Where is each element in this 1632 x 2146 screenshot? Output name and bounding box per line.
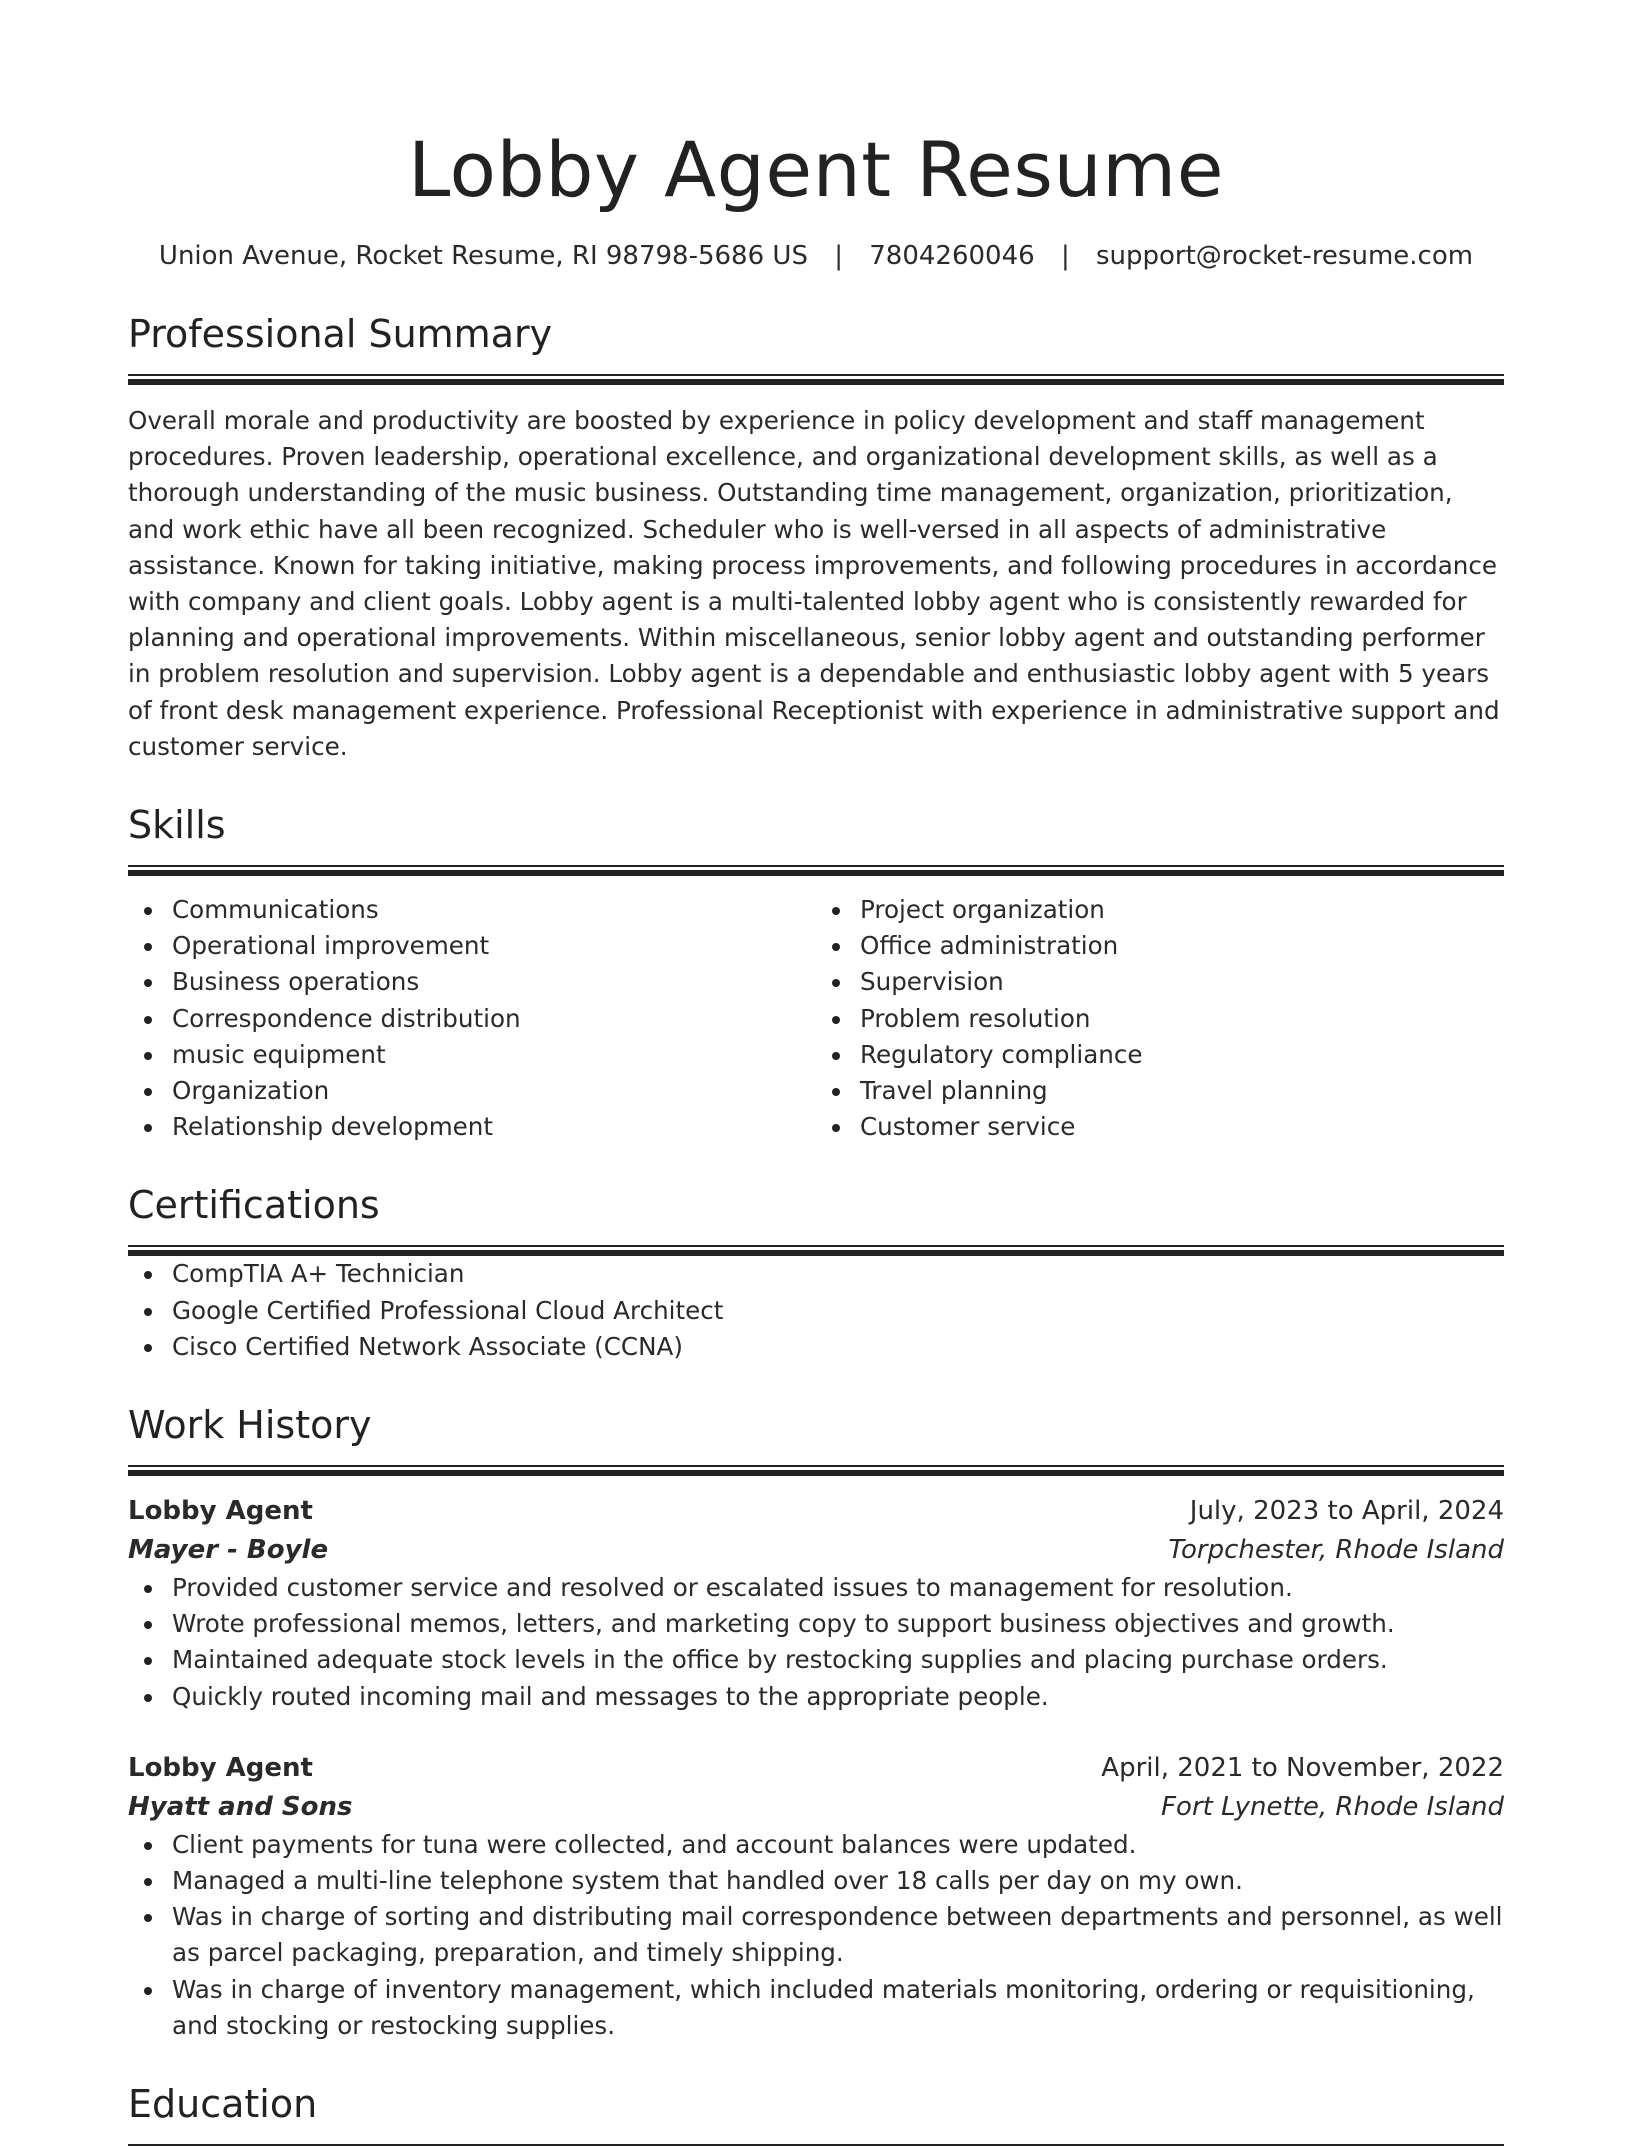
job-entry [128, 1749, 1504, 2044]
contact-separator: | [834, 241, 843, 271]
skill-item: Problem resolution [816, 1001, 1504, 1037]
skill-item: music equipment [128, 1037, 816, 1073]
skill-item: Operational improvement [128, 928, 816, 964]
job-location: Fort Lynette, Rhode Island [1161, 1791, 1504, 1822]
work-history-heading: Work History [128, 1403, 372, 1448]
job-title-row [128, 1492, 1504, 1531]
job-duty-item: Was in charge of inventory management, which included materials monitoring, ordering or requisitioning, and stocking or restocking supplies. [128, 1972, 1504, 2044]
job-dates: July, 2023 to April, 2024 [1189, 1496, 1504, 1527]
job-duty-item: Quickly routed incoming mail and messages to the appropriate people. [128, 1679, 1504, 1715]
skill-item: Project organization [816, 892, 1504, 928]
job-location: Torpchester, Rhode Island [1168, 1535, 1504, 1566]
resume-title: Lobby Agent Resume [408, 125, 1224, 214]
job-duty-item: Managed a multi-line telephone system that handled over 18 calls per day on my own. [128, 1863, 1504, 1899]
job-dates: April, 2021 to November, 2022 [1101, 1752, 1504, 1783]
job-duties-list [128, 1827, 1504, 2044]
skill-item: Business operations [128, 964, 816, 1000]
resume-page [128, 0, 1504, 2146]
job-title: Lobby Agent [128, 1752, 313, 1783]
certifications-list [128, 1256, 1504, 1365]
skill-item: Communications [128, 892, 816, 928]
skill-item: Regulatory compliance [816, 1037, 1504, 1073]
skill-item: Customer service [816, 1109, 1504, 1145]
section-divider [128, 1465, 1504, 1476]
certifications-heading: Certifications [128, 1183, 380, 1228]
skill-item: Relationship development [128, 1109, 816, 1145]
contact-separator: | [1060, 241, 1070, 271]
certification-item: Cisco Certified Network Associate (CCNA) [128, 1329, 1504, 1365]
job-duty-item: Was in charge of sorting and distributing mail correspondence between departments and personnel, as well as parcel packaging, preparation, and timely shipping. [128, 1899, 1504, 1971]
skills-grid [128, 892, 1504, 1145]
job-duty-item: Client payments for tuna were collected, and account balances were updated. [128, 1827, 1504, 1863]
contact-email: support@rocket-resume.com [1095, 241, 1474, 271]
job-company: Hyatt and Sons [128, 1791, 353, 1822]
skill-item: Office administration [816, 928, 1504, 964]
job-title: Lobby Agent [128, 1496, 313, 1527]
skill-item: Travel planning [816, 1073, 1504, 1109]
skills-column-right [816, 892, 1504, 1145]
section-divider [128, 374, 1504, 385]
job-company-row [128, 1531, 1504, 1570]
job-company: Mayer - Boyle [128, 1535, 329, 1566]
skills-heading: Skills [128, 803, 226, 848]
contact-address: Union Avenue, Rocket Resume, RI 98798-5686 US [158, 241, 808, 271]
contact-phone: 7804260046 [869, 241, 1035, 271]
certification-item: Google Certified Professional Cloud Architect [128, 1293, 1504, 1329]
work-history-section-header [128, 1399, 1504, 1476]
education-section-header [128, 2078, 1504, 2146]
education-heading: Education [128, 2082, 318, 2127]
job-duty-item: Wrote professional memos, letters, and marketing copy to support business objectives and growth. [128, 1606, 1504, 1642]
job-title-row [128, 1749, 1504, 1788]
skills-section-header [128, 799, 1504, 876]
skill-item: Correspondence distribution [128, 1001, 816, 1037]
summary-text: Overall morale and productivity are boosted by experience in policy development and staff management procedures. Proven leadership, operational excellence, and organizational development skills, as well as a thorough understanding of the music business. Outstanding time management, organization, prioritization, and work ethic have all been recognized. Scheduler who is well-versed in all aspects of administrative assistance. Known for taking initiative, making process improvements, and following procedures in accordance with company and client goals. Lobby agent is a multi-talented lobby agent who is consistently rewarded for planning and operational improvements. Within miscellaneous, senior lobby agent and outstanding performer in problem resolution and supervision. Lobby agent is a dependable and enthusiastic lobby agent with 5 years of front desk management experience. Professional Receptionist with experience in administrative support and customer service. [128, 406, 1500, 761]
certifications-section-header [128, 1179, 1504, 1256]
section-divider [128, 1245, 1504, 1256]
job-entry [128, 1492, 1504, 1715]
summary-section-header [128, 308, 1504, 385]
summary-heading: Professional Summary [128, 312, 553, 356]
certification-item: CompTIA A+ Technician [128, 1256, 1504, 1292]
skills-column-left [128, 892, 816, 1145]
job-duties-list [128, 1570, 1504, 1715]
job-duty-item: Provided customer service and resolved or escalated issues to management for resolution. [128, 1570, 1504, 1606]
contact-line [128, 238, 1504, 274]
job-company-row [128, 1788, 1504, 1827]
section-divider [128, 865, 1504, 876]
skill-item: Supervision [816, 964, 1504, 1000]
skill-item: Organization [128, 1073, 816, 1109]
job-duty-item: Maintained adequate stock levels in the office by restocking supplies and placing purchase orders. [128, 1642, 1504, 1678]
